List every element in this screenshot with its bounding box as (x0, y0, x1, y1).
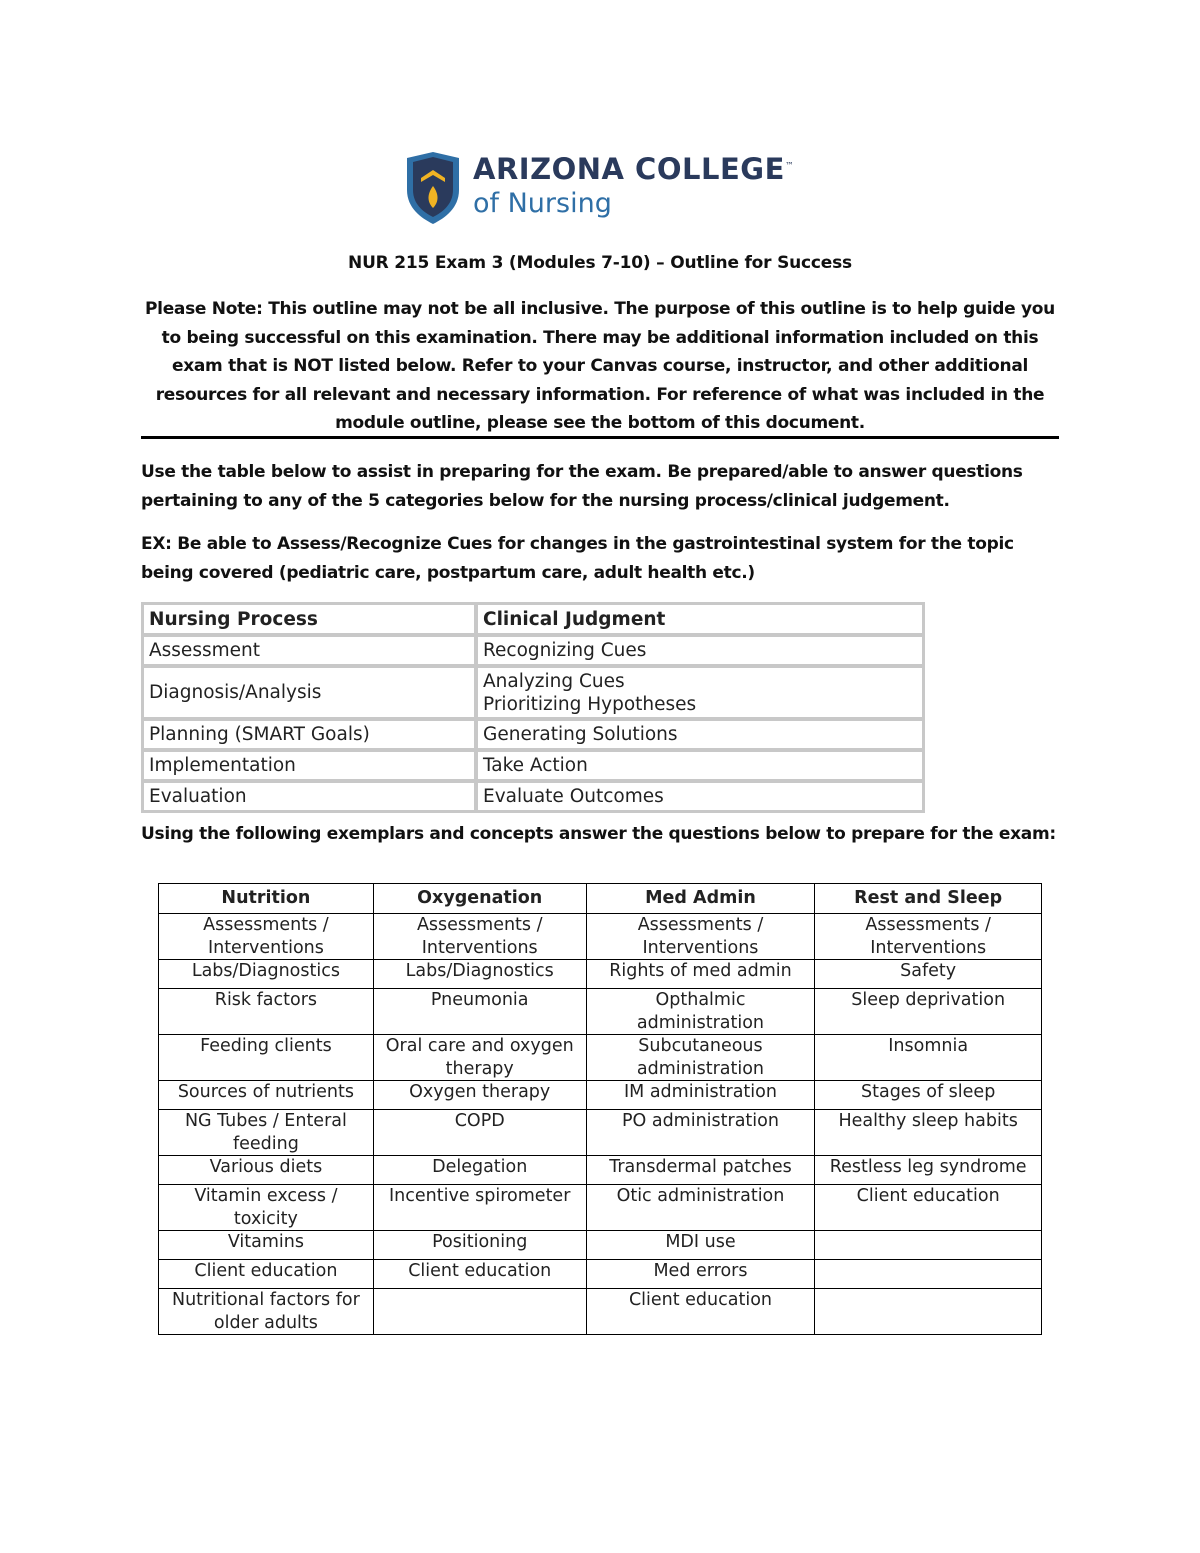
table-row (143, 782, 923, 811)
table-row (159, 1156, 1042, 1185)
table-cell: Med errors (586, 1260, 815, 1289)
intro-paragraph: Use the table below to assist in preparing for the exam. Be prepared/able to answer questions pertaining to any of the 5 categories below for the nursing process/clinical judgement. (141, 462, 1023, 511)
table-cell (815, 1231, 1042, 1260)
table-cell (815, 1289, 1042, 1335)
logo-trademark: ™ (784, 161, 795, 172)
table-cell: Rights of med admin (586, 960, 815, 989)
table-cell: Client education (586, 1289, 815, 1335)
table-cell: Vitamins (159, 1231, 374, 1260)
table-cell: Labs/Diagnostics (159, 960, 374, 989)
header-rest-and-sleep: Rest and Sleep (815, 884, 1042, 914)
table-cell: Positioning (373, 1231, 586, 1260)
process-cell: Evaluation (143, 782, 475, 811)
table-header-row (143, 604, 923, 634)
table-row (159, 914, 1042, 960)
exemplar-table (158, 883, 1042, 1335)
table-row (159, 1260, 1042, 1289)
table-row (143, 636, 923, 665)
table-cell: Sleep deprivation (815, 989, 1042, 1035)
table-cell: IM administration (586, 1081, 815, 1110)
table-cell: Delegation (373, 1156, 586, 1185)
table-cell: Feeding clients (159, 1035, 374, 1081)
table-cell: Risk factors (159, 989, 374, 1035)
process-cell: Diagnosis/Analysis (143, 667, 475, 718)
table-row (159, 1289, 1042, 1335)
table-cell: Incentive spirometer (373, 1185, 586, 1231)
judgment-line: Analyzing Cues (483, 670, 625, 692)
judgment-cell (477, 667, 923, 718)
table-cell: Healthy sleep habits (815, 1110, 1042, 1156)
header-med-admin: Med Admin (586, 884, 815, 914)
table-cell: NG Tubes / Enteral feeding (159, 1110, 374, 1156)
table-cell: Assessments / Interventions (159, 914, 374, 960)
table-cell (373, 1289, 586, 1335)
table-row (159, 1110, 1042, 1156)
table-cell: Labs/Diagnostics (373, 960, 586, 989)
table-row (143, 751, 923, 780)
table-row (159, 1185, 1042, 1231)
table-cell: Client education (373, 1260, 586, 1289)
document-title: NUR 215 Exam 3 (Modules 7-10) – Outline for Success (348, 253, 852, 273)
table-cell: Client education (159, 1260, 374, 1289)
logo-subtitle: of Nursing (473, 188, 612, 219)
judgment-cell: Recognizing Cues (477, 636, 923, 665)
table-cell: Safety (815, 960, 1042, 989)
process-cell: Implementation (143, 751, 475, 780)
judgment-cell: Take Action (477, 751, 923, 780)
table-cell: PO administration (586, 1110, 815, 1156)
table-row (159, 960, 1042, 989)
judgment-cell: Evaluate Outcomes (477, 782, 923, 811)
table-cell: Assessments / Interventions (373, 914, 586, 960)
process-cell: Assessment (143, 636, 475, 665)
table-cell: Pneumonia (373, 989, 586, 1035)
table-cell: Oxygen therapy (373, 1081, 586, 1110)
judgment-cell: Generating Solutions (477, 720, 923, 749)
horizontal-divider (141, 436, 1059, 439)
table-row (159, 989, 1042, 1035)
table-cell: Restless leg syndrome (815, 1156, 1042, 1185)
table-cell: Otic administration (586, 1185, 815, 1231)
exemplars-intro: Using the following exemplars and concepts answer the questions below to prepare for the exam: (141, 824, 1056, 844)
nursing-process-table (141, 602, 925, 813)
please-note-paragraph: Please Note: This outline may not be all inclusive. The purpose of this outline is to help guide you to being successful on this examination. There may be additional information included on this exam that is NOT listed below. Refer to your Canvas course, instructor, and other additional resources for all relevant and necessary information. For reference of what was included in the module outline, please see the bottom of this document. (145, 299, 1055, 434)
table-cell (815, 1260, 1042, 1289)
table-row (143, 667, 923, 718)
example-paragraph: EX: Be able to Assess/Recognize Cues for changes in the gastrointestinal system for the topic being covered (pediatric care, postpartum care, adult health etc.) (141, 534, 1014, 583)
table-row (159, 1035, 1042, 1081)
table-header-row (159, 884, 1042, 914)
table-cell: Subcutaneous administration (586, 1035, 815, 1081)
table-cell: Insomnia (815, 1035, 1042, 1081)
header-oxygenation: Oxygenation (373, 884, 586, 914)
logo-name: ARIZONA COLLEGE™ (473, 152, 795, 186)
table-cell: Various diets (159, 1156, 374, 1185)
table-cell: Stages of sleep (815, 1081, 1042, 1110)
table-cell: Assessments / Interventions (815, 914, 1042, 960)
process-cell: Planning (SMART Goals) (143, 720, 475, 749)
table-row (159, 1231, 1042, 1260)
college-logo (403, 150, 803, 230)
table-row (159, 1081, 1042, 1110)
table-cell: Vitamin excess / toxicity (159, 1185, 374, 1231)
header-clinical-judgment: Clinical Judgment (477, 604, 923, 634)
shield-flame-icon (403, 150, 463, 226)
table-cell: COPD (373, 1110, 586, 1156)
table-cell: MDI use (586, 1231, 815, 1260)
table-cell: Client education (815, 1185, 1042, 1231)
header-nutrition: Nutrition (159, 884, 374, 914)
judgment-line: Prioritizing Hypotheses (483, 693, 697, 715)
table-cell: Opthalmic administration (586, 989, 815, 1035)
table-cell: Transdermal patches (586, 1156, 815, 1185)
table-cell: Sources of nutrients (159, 1081, 374, 1110)
table-row (143, 720, 923, 749)
table-cell: Oral care and oxygen therapy (373, 1035, 586, 1081)
header-nursing-process: Nursing Process (143, 604, 475, 634)
table-cell: Assessments / Interventions (586, 914, 815, 960)
table-cell: Nutritional factors for older adults (159, 1289, 374, 1335)
